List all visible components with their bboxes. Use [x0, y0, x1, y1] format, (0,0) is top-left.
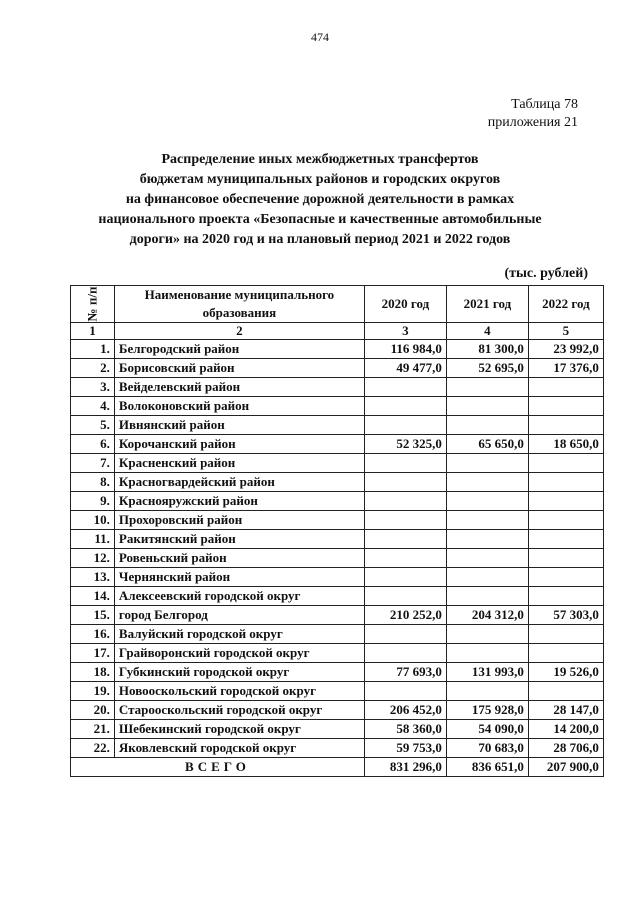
column-index: 4 [446, 323, 528, 340]
table-row [71, 397, 604, 416]
row-value-2020 [364, 397, 446, 416]
row-name: Яковлевский городской округ [114, 739, 364, 758]
table-row [71, 530, 604, 549]
row-value-2021 [446, 587, 528, 606]
row-number: 16. [71, 625, 115, 644]
row-value-2020 [364, 416, 446, 435]
row-value-2022: 14 200,0 [528, 720, 603, 739]
row-number: 11. [71, 530, 115, 549]
table-header-row [71, 286, 604, 323]
row-number: 10. [71, 511, 115, 530]
row-value-2022 [528, 511, 603, 530]
row-value-2021 [446, 397, 528, 416]
table-reference-line1: Таблица 78 [511, 97, 578, 112]
total-2020: 831 296,0 [364, 758, 446, 777]
row-value-2021 [446, 492, 528, 511]
row-value-2021 [446, 511, 528, 530]
row-name: Красногвардейский район [114, 473, 364, 492]
table-row [71, 568, 604, 587]
row-value-2020 [364, 625, 446, 644]
row-number: 5. [71, 416, 115, 435]
row-name: город Белгород [114, 606, 364, 625]
table-row [71, 492, 604, 511]
row-value-2020: 52 325,0 [364, 435, 446, 454]
column-index-row [71, 323, 604, 340]
header-name [114, 286, 364, 323]
row-number: 3. [71, 378, 115, 397]
header-name-line1: Наименование муниципального [144, 287, 335, 302]
title-line: на финансовое обеспечение дорожной деятельности в рамках [125, 192, 515, 207]
row-value-2022 [528, 625, 603, 644]
row-value-2021: 131 993,0 [446, 663, 528, 682]
header-2022: 2022 год [528, 286, 603, 323]
table-row [71, 720, 604, 739]
row-value-2021: 54 090,0 [446, 720, 528, 739]
row-number: 2. [71, 359, 115, 378]
row-name: Волоконовский район [114, 397, 364, 416]
row-name: Губкинский городской округ [114, 663, 364, 682]
row-value-2022 [528, 549, 603, 568]
row-number: 17. [71, 644, 115, 663]
row-name: Чернянский район [114, 568, 364, 587]
row-name: Ровеньский район [114, 549, 364, 568]
row-name: Старооскольский городской округ [114, 701, 364, 720]
row-value-2022: 28 706,0 [528, 739, 603, 758]
table-row [71, 340, 604, 359]
row-value-2022 [528, 454, 603, 473]
row-value-2020 [364, 644, 446, 663]
row-number: 7. [71, 454, 115, 473]
row-number: 6. [71, 435, 115, 454]
row-value-2020 [364, 530, 446, 549]
table-row [71, 511, 604, 530]
row-value-2020 [364, 492, 446, 511]
table-row [71, 739, 604, 758]
row-name: Грайворонский городской округ [114, 644, 364, 663]
table-row [71, 549, 604, 568]
table-row [71, 682, 604, 701]
header-2020: 2020 год [364, 286, 446, 323]
row-value-2022: 57 303,0 [528, 606, 603, 625]
header-name-line2: образования [202, 305, 277, 320]
header-num [71, 286, 115, 323]
row-value-2020 [364, 682, 446, 701]
row-number: 4. [71, 397, 115, 416]
row-value-2021 [446, 416, 528, 435]
row-number: 22. [71, 739, 115, 758]
row-value-2022 [528, 492, 603, 511]
table-row [71, 416, 604, 435]
row-value-2022: 18 650,0 [528, 435, 603, 454]
table-reference-line2: приложения 21 [487, 115, 578, 130]
row-value-2020 [364, 568, 446, 587]
table-row [71, 587, 604, 606]
row-value-2021: 81 300,0 [446, 340, 528, 359]
row-name: Вейделевский район [114, 378, 364, 397]
table-reference [488, 96, 578, 132]
transfers-table [70, 285, 604, 777]
row-number: 15. [71, 606, 115, 625]
row-name: Алексеевский городской округ [114, 587, 364, 606]
table-body [71, 340, 604, 758]
row-value-2022 [528, 530, 603, 549]
row-number: 13. [71, 568, 115, 587]
page-number: 474 [311, 30, 329, 44]
row-name: Ивнянский район [114, 416, 364, 435]
table-row [71, 435, 604, 454]
row-number: 19. [71, 682, 115, 701]
row-value-2021 [446, 682, 528, 701]
row-number: 1. [71, 340, 115, 359]
row-number: 8. [71, 473, 115, 492]
table-row [71, 625, 604, 644]
row-name: Корочанский район [114, 435, 364, 454]
total-label: ВСЕГО [71, 758, 365, 777]
row-value-2021 [446, 454, 528, 473]
row-value-2021: 70 683,0 [446, 739, 528, 758]
row-value-2022: 28 147,0 [528, 701, 603, 720]
row-name: Новооскольский городской округ [114, 682, 364, 701]
row-value-2020: 77 693,0 [364, 663, 446, 682]
title-line: Распределение иных межбюджетных трансфертов [161, 152, 479, 167]
column-index: 5 [528, 323, 603, 340]
table-row [71, 663, 604, 682]
title-line: бюджетам муниципальных районов и городских округов [139, 172, 501, 187]
table-row [71, 606, 604, 625]
row-name: Краснояружский район [114, 492, 364, 511]
table-row [71, 359, 604, 378]
column-index: 2 [114, 323, 364, 340]
row-value-2020: 116 984,0 [364, 340, 446, 359]
row-value-2022: 17 376,0 [528, 359, 603, 378]
row-name: Борисовский район [114, 359, 364, 378]
row-value-2021 [446, 549, 528, 568]
total-row [71, 758, 604, 777]
total-2021: 836 651,0 [446, 758, 528, 777]
row-value-2020 [364, 511, 446, 530]
column-index: 3 [364, 323, 446, 340]
column-index: 1 [71, 323, 115, 340]
row-name: Ракитянский район [114, 530, 364, 549]
row-value-2021: 52 695,0 [446, 359, 528, 378]
row-value-2022 [528, 416, 603, 435]
row-number: 21. [71, 720, 115, 739]
row-value-2021 [446, 625, 528, 644]
row-value-2020: 210 252,0 [364, 606, 446, 625]
row-name: Красненский район [114, 454, 364, 473]
row-name: Шебекинский городской округ [114, 720, 364, 739]
table-row [71, 378, 604, 397]
row-name: Белгородский район [114, 340, 364, 359]
document-title [60, 150, 580, 250]
header-2021: 2021 год [446, 286, 528, 323]
row-value-2021 [446, 473, 528, 492]
row-value-2020 [364, 378, 446, 397]
row-value-2020 [364, 454, 446, 473]
row-value-2020 [364, 549, 446, 568]
row-value-2022 [528, 568, 603, 587]
row-value-2022: 23 992,0 [528, 340, 603, 359]
header-num-label: № п/п [84, 286, 100, 322]
row-value-2021 [446, 644, 528, 663]
row-name: Прохоровский район [114, 511, 364, 530]
row-number: 9. [71, 492, 115, 511]
table-row [71, 644, 604, 663]
table-row [71, 473, 604, 492]
units-note: (тыс. рублей) [504, 266, 588, 281]
row-value-2021: 175 928,0 [446, 701, 528, 720]
row-value-2020 [364, 587, 446, 606]
row-value-2021 [446, 568, 528, 587]
row-number: 12. [71, 549, 115, 568]
row-value-2021: 65 650,0 [446, 435, 528, 454]
row-value-2020: 59 753,0 [364, 739, 446, 758]
row-value-2022 [528, 397, 603, 416]
row-value-2020: 49 477,0 [364, 359, 446, 378]
total-2022: 207 900,0 [528, 758, 603, 777]
row-value-2021 [446, 530, 528, 549]
row-value-2022 [528, 473, 603, 492]
table-row [71, 454, 604, 473]
row-value-2020: 206 452,0 [364, 701, 446, 720]
title-line: национального проекта «Безопасные и качественные автомобильные [98, 212, 542, 227]
row-number: 20. [71, 701, 115, 720]
row-value-2022: 19 526,0 [528, 663, 603, 682]
row-value-2022 [528, 644, 603, 663]
row-value-2020 [364, 473, 446, 492]
row-value-2022 [528, 682, 603, 701]
row-number: 18. [71, 663, 115, 682]
row-name: Валуйский городской округ [114, 625, 364, 644]
row-value-2022 [528, 378, 603, 397]
row-number: 14. [71, 587, 115, 606]
table-row [71, 701, 604, 720]
title-line: дороги» на 2020 год и на плановый период 2021 и 2022 годов [129, 232, 511, 247]
row-value-2020: 58 360,0 [364, 720, 446, 739]
row-value-2022 [528, 587, 603, 606]
row-value-2021 [446, 378, 528, 397]
row-value-2021: 204 312,0 [446, 606, 528, 625]
